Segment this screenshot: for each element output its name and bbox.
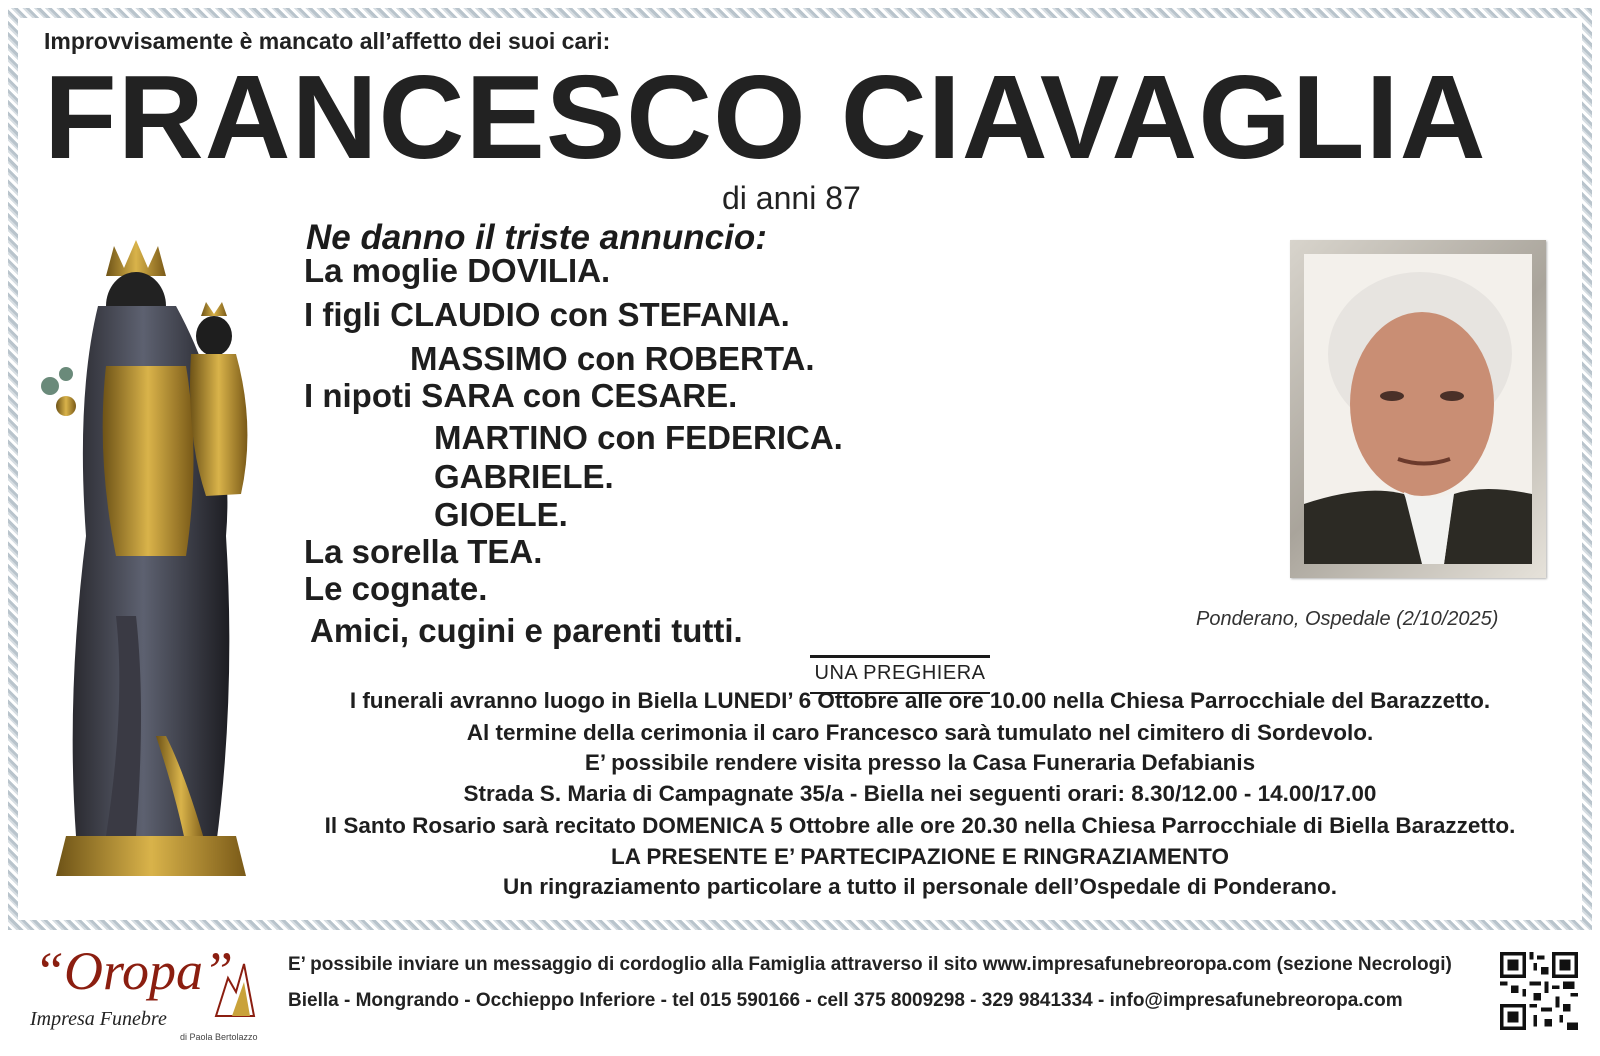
funeral-line: Strada S. Maria di Campagnate 35/a - Biella nei seguenti orari: 8.30/12.00 - 14.00/17.00: [463, 781, 1377, 806]
contact-info: Biella - Mongrando - Occhieppo Inferiore - tel 015 590166 - cell 375 8009298 - 329 9841334 - info@impresafunebreoropa.com: [288, 990, 1403, 1011]
place-date: Ponderano, Ospedale (2/10/2025): [1196, 608, 1499, 630]
condolence-message: E’ possibile inviare un messaggio di cordoglio alla Famiglia attraverso il sito www.impresafunebreoropa.com (sezione Necrologi): [288, 954, 1452, 975]
family-line: GIOELE.: [434, 496, 568, 533]
deceased-name: FRANCESCO CIAVAGLIA: [44, 51, 1487, 184]
funeral-line: I funerali avranno luogo in Biella LUNEDI’ 6 Ottobre alle ore 10.00 nella Chiesa Parrocchiale del Barazzetto.: [349, 688, 1491, 713]
mountain-logo-icon: [214, 958, 256, 1018]
family-line: I nipoti SARA con CESARE.: [304, 377, 738, 414]
family-line: Le cognate.: [304, 570, 488, 607]
announcement-heading: Ne danno il triste annuncio:: [306, 218, 767, 257]
company-logo-subtitle: Impresa Funebre: [30, 1008, 167, 1030]
family-line: MASSIMO con ROBERTA.: [410, 340, 815, 377]
intro-text: Improvvisamente è mancato all’affetto dei suoi cari:: [44, 28, 611, 54]
portrait-photo-frame: [1290, 240, 1546, 578]
prayer-divider: [810, 655, 990, 658]
family-line: Amici, cugini e parenti tutti.: [310, 612, 743, 649]
madonna-statue-image: [36, 236, 276, 906]
company-owner: di Paola Bertolazzo: [180, 1032, 258, 1042]
prayer-label: UNA PREGHIERA: [814, 662, 986, 684]
funeral-line: Il Santo Rosario sarà recitato DOMENICA 5 Ottobre alle ore 20.30 nella Chiesa Parrocchiale di Biella Barazzetto.: [324, 813, 1516, 838]
funeral-line: Al termine della cerimonia il caro Francesco sarà tumulato nel cimitero di Sordevolo.: [466, 720, 1374, 745]
funeral-line: LA PRESENTE E’ PARTECIPAZIONE E RINGRAZIAMENTO: [611, 844, 1229, 869]
family-line: I figli CLAUDIO con STEFANIA.: [304, 296, 790, 333]
company-logo-title: “Oropa”: [34, 941, 234, 1001]
family-line: MARTINO con FEDERICA.: [434, 419, 843, 456]
deceased-age: di anni 87: [722, 180, 861, 216]
funeral-line: E’ possibile rendere visita presso la Casa Funeraria Defabianis: [584, 750, 1256, 775]
family-line: La moglie DOVILIA.: [304, 252, 611, 289]
family-line: La sorella TEA.: [304, 533, 543, 570]
qr-code-icon: [1500, 952, 1578, 1030]
portrait-photo: [1304, 254, 1532, 564]
family-line: GABRIELE.: [434, 458, 614, 495]
funeral-line: Un ringraziamento particolare a tutto il personale dell’Ospedale di Ponderano.: [503, 874, 1337, 899]
